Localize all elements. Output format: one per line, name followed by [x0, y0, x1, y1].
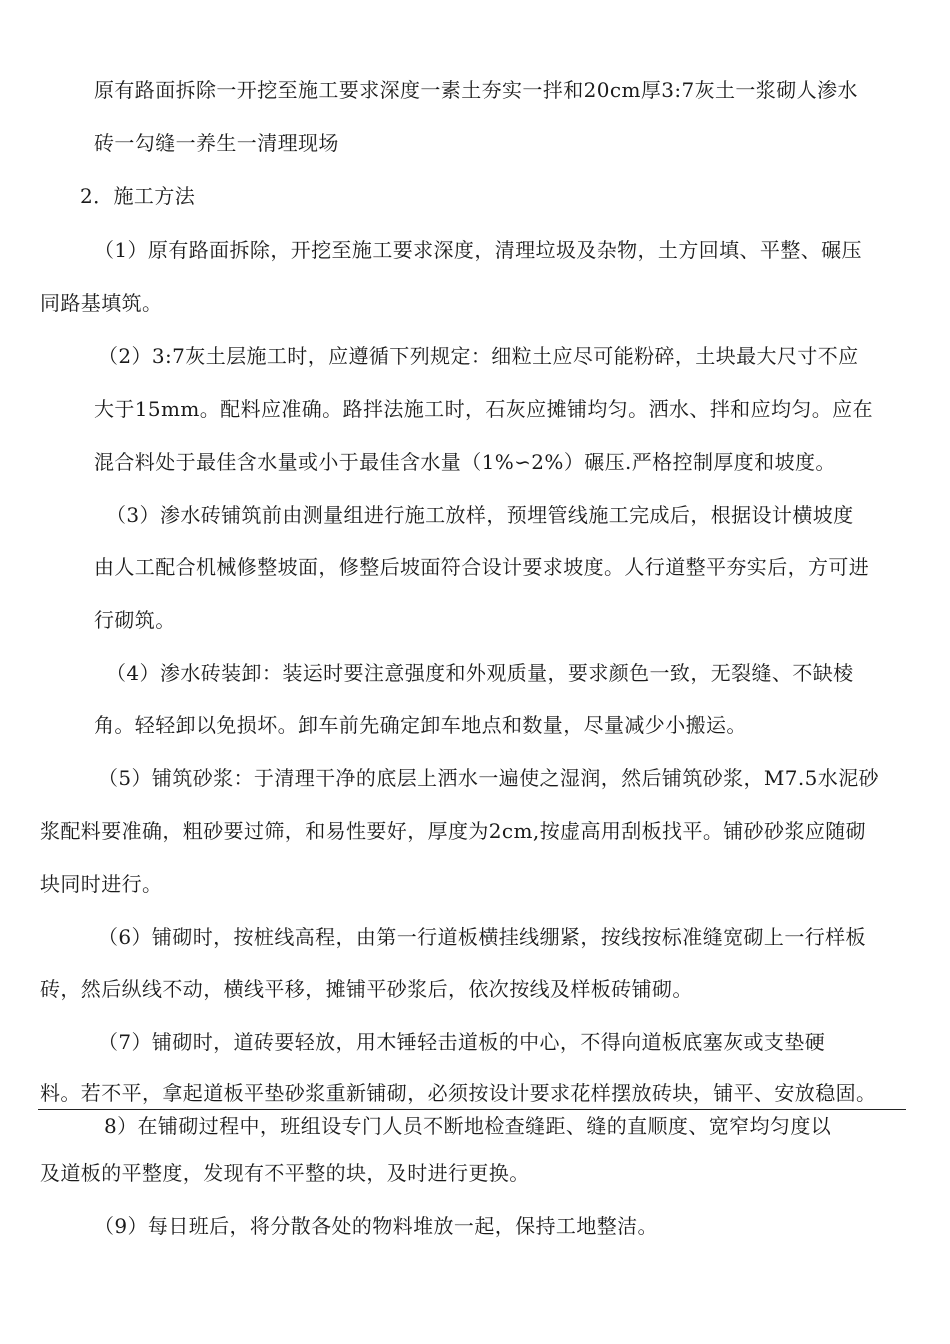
text-line: 同路基填筑。	[40, 291, 163, 315]
text-line: （2）3:7灰土层施工时，应遵循下列规定：细粒土应尽可能粉碎，土块最大尺寸不应	[98, 344, 859, 368]
text-line: 及道板的平整度，发现有不平整的块，及时进行更换。	[40, 1161, 530, 1185]
text-line: 行砌筑。	[94, 608, 176, 632]
text-line: （5）铺筑砂浆：于清理干净的底层上洒水一遍使之湿润，然后铺筑砂浆，M7.5水泥砂	[98, 766, 880, 790]
section-heading: 2．施工方法	[80, 184, 196, 208]
text-line: 块同时进行。	[40, 872, 163, 896]
text-line: 砖一勾缝一养生一清理现场	[94, 131, 339, 155]
text-line: 由人工配合机械修整坡面，修整后坡面符合设计要求坡度。人行道整平夯实后，方可进	[94, 555, 870, 579]
text-line: 原有路面拆除一开挖至施工要求深度一素土夯实一拌和20cm厚3:7灰土一浆砌人渗水	[94, 78, 858, 102]
text-line: 8）在铺砌过程中，班组设专门人员不断地检查缝距、缝的直顺度、宽窄均匀度以	[104, 1114, 832, 1138]
text-line: 砖，然后纵线不动，横线平移，摊铺平砂浆后，依次按线及样板砖铺砌。	[40, 977, 693, 1001]
text-line: 角。轻轻卸以免损坏。卸车前先确定卸车地点和数量，尽量减少小搬运。	[94, 713, 747, 737]
text-line: （3）渗水砖铺筑前由测量组进行施工放样，预埋管线施工完成后，根据设计横坡度	[106, 503, 854, 527]
text-line: 大于15mm。配料应准确。路拌法施工时，石灰应摊铺均匀。洒水、拌和应均匀。应在	[94, 397, 873, 421]
text-line: （1）原有路面拆除，开挖至施工要求深度，清理垃圾及杂物，土方回填、平整、碾压	[94, 238, 862, 262]
text-line: （9）每日班后，将分散各处的物料堆放一起，保持工地整洁。	[94, 1214, 658, 1238]
text-line: 浆配料要准确，粗砂要过筛，和易性要好，厚度为2cm,按虚高用刮板找平。铺砂砂浆应随砌	[40, 819, 867, 843]
text-line: 料。若不平，拿起道板平垫砂浆重新铺砌，必须按设计要求花样摆放砖块，铺平、安放稳固。	[40, 1081, 877, 1105]
text-line: （7）铺砌时，道砖要轻放，用木锤轻击道板的中心，不得向道板底塞灰或支垫硬	[98, 1030, 826, 1054]
text-line: （6）铺砌时，按桩线高程，由第一行道板横挂线绷紧，按线按标准缝宽砌上一行样板	[98, 925, 866, 949]
text-line: 混合料处于最佳含水量或小于最佳含水量（1%∽2%）碾压.严格控制厚度和坡度。	[94, 450, 836, 474]
horizontal-rule	[38, 1109, 906, 1110]
text-line: （4）渗水砖装卸：装运时要注意强度和外观质量，要求颜色一致，无裂缝、不缺棱	[106, 661, 854, 685]
